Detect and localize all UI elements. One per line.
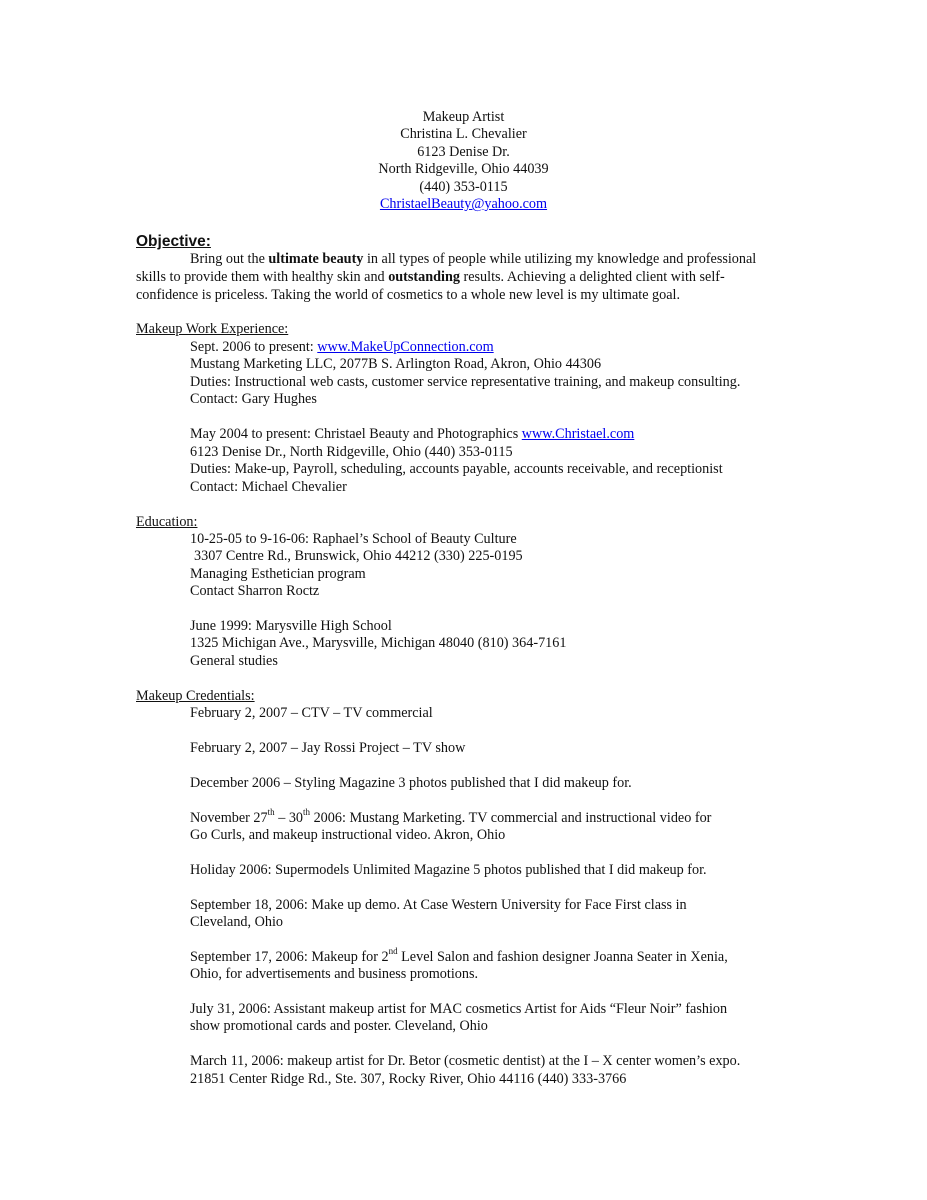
objective-bold-ultimate-beauty: ultimate beauty (268, 251, 364, 267)
applicant-name: Christina L. Chevalier (400, 126, 527, 142)
objective-text: Bring out the (190, 251, 269, 267)
credential-6-line2: Cleveland, Ohio (190, 914, 283, 930)
job1-contact: Contact: Gary Hughes (190, 391, 317, 407)
phone-number: (440) 353-0115 (419, 179, 508, 195)
ordinal-suffix: th (303, 807, 311, 818)
email-link[interactable]: ChristaelBeauty@yahoo.com (379, 196, 548, 212)
objective-bold-outstanding: outstanding (388, 269, 460, 285)
edu2-line2: 1325 Michigan Ave., Marysville, Michigan 48040 (810) 364-7161 (190, 635, 567, 651)
experience-heading: Makeup Work Experience: (136, 321, 289, 337)
objective-line-2 (136, 269, 725, 286)
credential-1: February 2, 2007 – CTV – TV commercial (190, 705, 433, 721)
credential-4-line2: Go Curls, and makeup instructional video. Akron, Ohio (190, 827, 506, 843)
job2-website-link[interactable]: www.Christael.com (521, 426, 635, 442)
credential-2: February 2, 2007 – Jay Rossi Project – TV show (190, 740, 466, 756)
objective-text: skills to provide them with healthy skin and (136, 269, 389, 285)
credential-6-line1: September 18, 2006: Make up demo. At Case Western University for Face First class in (190, 897, 687, 913)
resume-title: Makeup Artist (422, 109, 505, 125)
job2-duties: Duties: Make-up, Payroll, scheduling, accounts payable, accounts receivable, and receptionist (190, 461, 723, 477)
credential-9-line2: 21851 Center Ridge Rd., Ste. 307, Rocky River, Ohio 44116 (440) 333-3766 (190, 1071, 627, 1087)
objective-line-1 (190, 251, 756, 268)
street-address: 6123 Denise Dr. (417, 144, 510, 160)
edu1-line2: 3307 Centre Rd., Brunswick, Ohio 44212 (330) 225-0195 (194, 548, 523, 564)
credential-3: December 2006 – Styling Magazine 3 photos published that I did makeup for. (190, 775, 632, 791)
objective-text: in all types of people while utilizing my knowledge and professional (363, 251, 757, 267)
job1-date: Sept. 2006 to present: (190, 339, 318, 355)
credential-text: 2006: Mustang Marketing. TV commercial and instructional video for (310, 810, 712, 826)
credential-text: – 30 (274, 810, 304, 826)
job1-duties: Duties: Instructional web casts, customer service representative training, and makeup consulting. (190, 374, 741, 390)
job2-address: 6123 Denise Dr., North Ridgeville, Ohio (440) 353-0115 (190, 444, 513, 460)
edu1-line3: Managing Esthetician program (190, 566, 366, 582)
edu1-line4: Contact Sharron Roctz (190, 583, 320, 599)
credentials-heading: Makeup Credentials: (136, 688, 255, 704)
edu1-line1: 10-25-05 to 9-16-06: Raphael’s School of Beauty Culture (190, 531, 517, 547)
job2-contact: Contact: Michael Chevalier (190, 479, 347, 495)
credential-text: Level Salon and fashion designer Joanna Seater in Xenia, (397, 949, 728, 965)
ordinal-suffix: nd (388, 946, 398, 957)
email-wrapper (0, 196, 927, 213)
ordinal-suffix: th (267, 807, 275, 818)
credential-7-line1 (190, 946, 728, 966)
objective-line-3: confidence is priceless. Taking the world of cosmetics to a whole new level is my ultimate goal. (136, 287, 681, 303)
job1-website-link[interactable]: www.MakeUpConnection.com (317, 339, 494, 355)
job2-date: May 2004 to present: Christael Beauty and Photographics (190, 426, 522, 442)
job1-company: Mustang Marketing LLC, 2077B S. Arlington Road, Akron, Ohio 44306 (190, 356, 602, 372)
education-heading: Education: (136, 514, 198, 530)
edu2-line1: June 1999: Marysville High School (190, 618, 392, 634)
credential-text: September 17, 2006: Makeup for 2 (190, 949, 389, 965)
credential-4-line1 (190, 807, 712, 827)
credential-8-line1: July 31, 2006: Assistant makeup artist for MAC cosmetics Artist for Aids “Fleur Noir” fashion (190, 1001, 728, 1017)
objective-heading: Objective: (136, 233, 211, 250)
credential-9-line1: March 11, 2006: makeup artist for Dr. Betor (cosmetic dentist) at the I – X center women’s expo. (190, 1053, 741, 1069)
job1-date-line (190, 339, 494, 356)
edu2-line3: General studies (190, 653, 278, 669)
credential-7-line2: Ohio, for advertisements and business promotions. (190, 966, 479, 982)
credential-5: Holiday 2006: Supermodels Unlimited Magazine 5 photos published that I did makeup for. (190, 862, 707, 878)
credential-text: November 27 (190, 810, 268, 826)
job2-date-line (190, 426, 634, 443)
credential-8-line2: show promotional cards and poster. Cleveland, Ohio (190, 1018, 488, 1034)
objective-text: results. Achieving a delighted client with self- (459, 269, 725, 285)
city-address: North Ridgeville, Ohio 44039 (378, 161, 549, 177)
